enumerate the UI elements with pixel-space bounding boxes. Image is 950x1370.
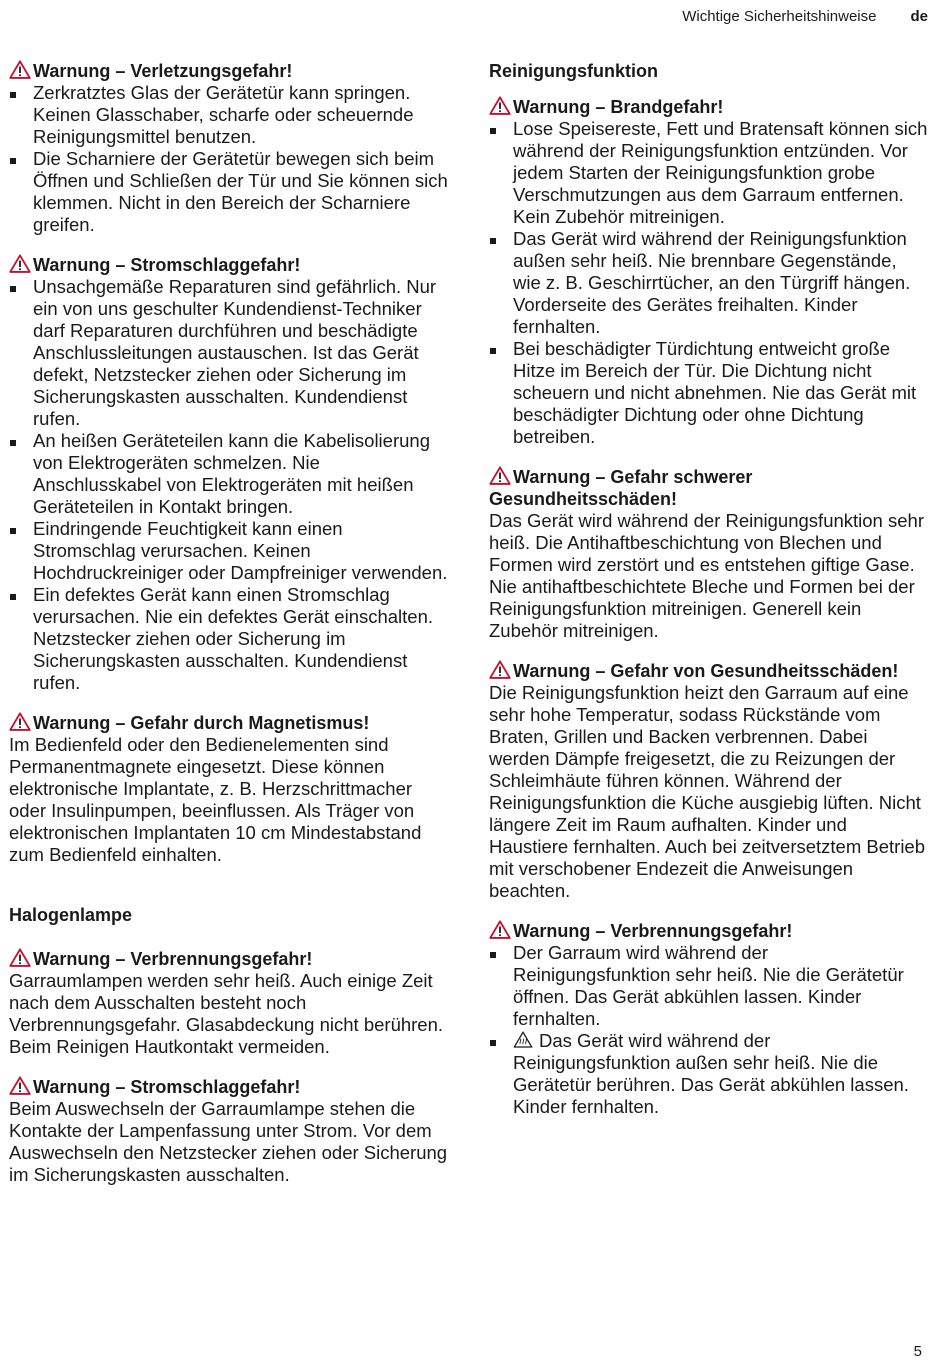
warning-text: Im Bedienfeld oder den Bedienelementen sind Permanentmagnete eingesetzt. Diese können elektronische Implantate, z. B. Herzschrittmacher oder Insulinpumpen, beeinflussen. Als Träger von elektronischen Implantaten 10 cm Mindestabstand zum Bedienfeld einhalten. (9, 734, 422, 865)
warning-list (489, 118, 929, 448)
list-item: Unsachgemäße Reparaturen sind gefährlich. Nur ein von uns geschulter Kundendienst-Techniker darf Reparaturen durchführen und beschädigte Anschlussleitungen austauschen. Ist das Gerät defekt, Netzstecker ziehen oder Sicherung im Sicherungskasten ausschalten. Kundendienst rufen. (9, 276, 449, 430)
page-number: 5 (913, 1343, 922, 1360)
warning-serious-health (489, 466, 929, 642)
warning-triangle-icon (489, 96, 511, 115)
list-item: Die Scharniere der Gerätetür bewegen sich beim Öffnen und Schließen der Tür und Sie können sich klemmen. Nicht in den Bereich der Scharniere greifen. (9, 148, 449, 236)
list-item: Zerkratztes Glas der Gerätetür kann springen. Keinen Glasschaber, scharfe oder scheuernde Reinigungsmittel benutzen. (9, 82, 449, 148)
warning-triangle-icon (489, 466, 511, 485)
bullet-icon (10, 158, 16, 164)
section-title-halogen: Halogenlampe (9, 905, 133, 925)
warning-title: Warnung – Brandgefahr! (489, 96, 929, 118)
warning-title: Warnung – Gefahr schwerer Gesundheitsschäden! (489, 467, 753, 509)
warning-title: Warnung – Verbrennungsgefahr! (489, 920, 929, 942)
bullet-icon (10, 528, 16, 534)
warning-burn (9, 948, 449, 1058)
warning-triangle-icon (489, 660, 511, 679)
warning-triangle-icon (9, 712, 31, 731)
page-header (682, 8, 928, 25)
warning-magnetism (9, 712, 449, 866)
bullet-icon (10, 594, 16, 600)
list-item: Das Gerät wird während der Reinigungsfunktion außen sehr heiß. Nie die Gerätetür berühren. Das Gerät abkühlen lassen. Kinder fernhalten. (489, 1030, 929, 1118)
warning-health (489, 660, 929, 902)
bullet-icon (490, 952, 496, 958)
warning-triangle-icon (9, 254, 31, 273)
warning-list (9, 82, 449, 236)
warning-title: Warnung – Stromschlaggefahr! (9, 1076, 449, 1098)
warning-list (9, 276, 449, 694)
bullet-icon (10, 286, 16, 292)
language-code: de (910, 8, 928, 25)
warning-title: Warnung – Gefahr von Gesundheitsschäden! (489, 660, 929, 682)
warning-triangle-icon (9, 60, 31, 79)
warning-text: Die Reinigungsfunktion heizt den Garraum auf eine sehr hohe Temperatur, sodass Rückstände vom Braten, Grillen und Backen verbrennen. Dabei werden Dämpfe freigesetzt, die zu Reizungen der Schleimhäute führen können. Während der Reinigungsfunktion die Küche ausgiebig lüften. Nicht längere Zeit im Raum aufhalten. Kinder und Haustiere fernhalten. Auch bei zeitversetztem Betrieb mit verschobener Endezeit die Anweisungen beachten. (489, 682, 926, 901)
list-item: Bei beschädigter Türdichtung entweicht große Hitze im Bereich der Tür. Die Dichtung nicht scheuern und nicht abnehmen. Nie das Gerät mit beschädigter Dichtung oder ohne Dichtung betreiben. (489, 338, 929, 448)
list-item: Lose Speisereste, Fett und Bratensaft können sich während der Reinigungsfunktion entzünden. Vor jedem Starten der Reinigungsfunktion grobe Verschmutzungen aus dem Garraum entfernen. Kein Zubehör mitreinigen. (489, 118, 929, 228)
warning-text: Beim Auswechseln der Garraumlampe stehen die Kontakte der Lampenfassung unter Strom. Vor dem Auswechseln den Netzstecker ziehen oder Sicherung im Sicherungskasten ausschalten. (9, 1098, 448, 1185)
section-title-cleaning: Reinigungsfunktion (489, 61, 658, 81)
warning-electric-shock (9, 254, 449, 694)
warning-triangle-icon (9, 1076, 31, 1095)
left-column (9, 60, 449, 1199)
warning-list (489, 942, 929, 1118)
bullet-icon (490, 128, 496, 134)
warning-injury (9, 60, 449, 236)
warning-text: Garraumlampen werden sehr heiß. Auch einige Zeit nach dem Ausschalten besteht noch Verbrennungsgefahr. Glasabdeckung nicht berühren. Beim Reinigen Hautkontakt vermeiden. (9, 970, 444, 1057)
warning-title: Warnung – Verletzungsgefahr! (9, 60, 449, 82)
warning-fire (489, 96, 929, 448)
warning-triangle-icon (9, 948, 31, 967)
list-item: Das Gerät wird während der Reinigungsfunktion außen sehr heiß. Nie brennbare Gegenstände, wie z. B. Geschirrtücher, an den Türgriff hängen. Vorderseite des Gerätes freihalten. Kinder fernhalten. (489, 228, 929, 338)
list-item: Der Garraum wird während der Reinigungsfunktion sehr heiß. Nie die Gerätetür öffnen. Das Gerät abkühlen lassen. Kinder fernhalten. (489, 942, 929, 1030)
bullet-icon (490, 1040, 496, 1046)
bullet-icon (10, 440, 16, 446)
list-item: An heißen Geräteteilen kann die Kabelisolierung von Elektrogeräten schmelzen. Nie Anschlusskabel von Elektrogeräten mit heißen Geräteteilen in Kontakt bringen. (9, 430, 449, 518)
warning-text: Das Gerät wird während der Reinigungsfunktion sehr heiß. Die Antihaftbeschichtung von Blechen und Formen wird zerstört und es entstehen giftige Gase. Nie antihaftbeschichtete Bleche und Formen bei der Reinigungsfunktion mitreinigen. Generell kein Zubehör mitreinigen. (489, 510, 924, 641)
warning-burn-cleaning (489, 920, 929, 1118)
list-item: Ein defektes Gerät kann einen Stromschlag verursachen. Nie ein defektes Gerät einschalten. Netzstecker ziehen oder Sicherung im Sicherungskasten ausschalten. Kundendienst rufen. (9, 584, 449, 694)
bullet-icon (490, 238, 496, 244)
hot-surface-icon (513, 1031, 533, 1048)
warning-title: Warnung – Gefahr durch Magnetismus! (9, 712, 449, 734)
right-column (489, 60, 929, 1131)
bullet-icon (490, 348, 496, 354)
warning-electric-shock-lamp (9, 1076, 449, 1186)
warning-title: Warnung – Verbrennungsgefahr! (9, 948, 449, 970)
list-item: Eindringende Feuchtigkeit kann einen Stromschlag verursachen. Keinen Hochdruckreiniger oder Dampfreiniger verwenden. (9, 518, 449, 584)
warning-title: Warnung – Stromschlaggefahr! (9, 254, 449, 276)
header-title: Wichtige Sicherheitshinweise (682, 8, 877, 25)
warning-triangle-icon (489, 920, 511, 939)
bullet-icon (10, 92, 16, 98)
